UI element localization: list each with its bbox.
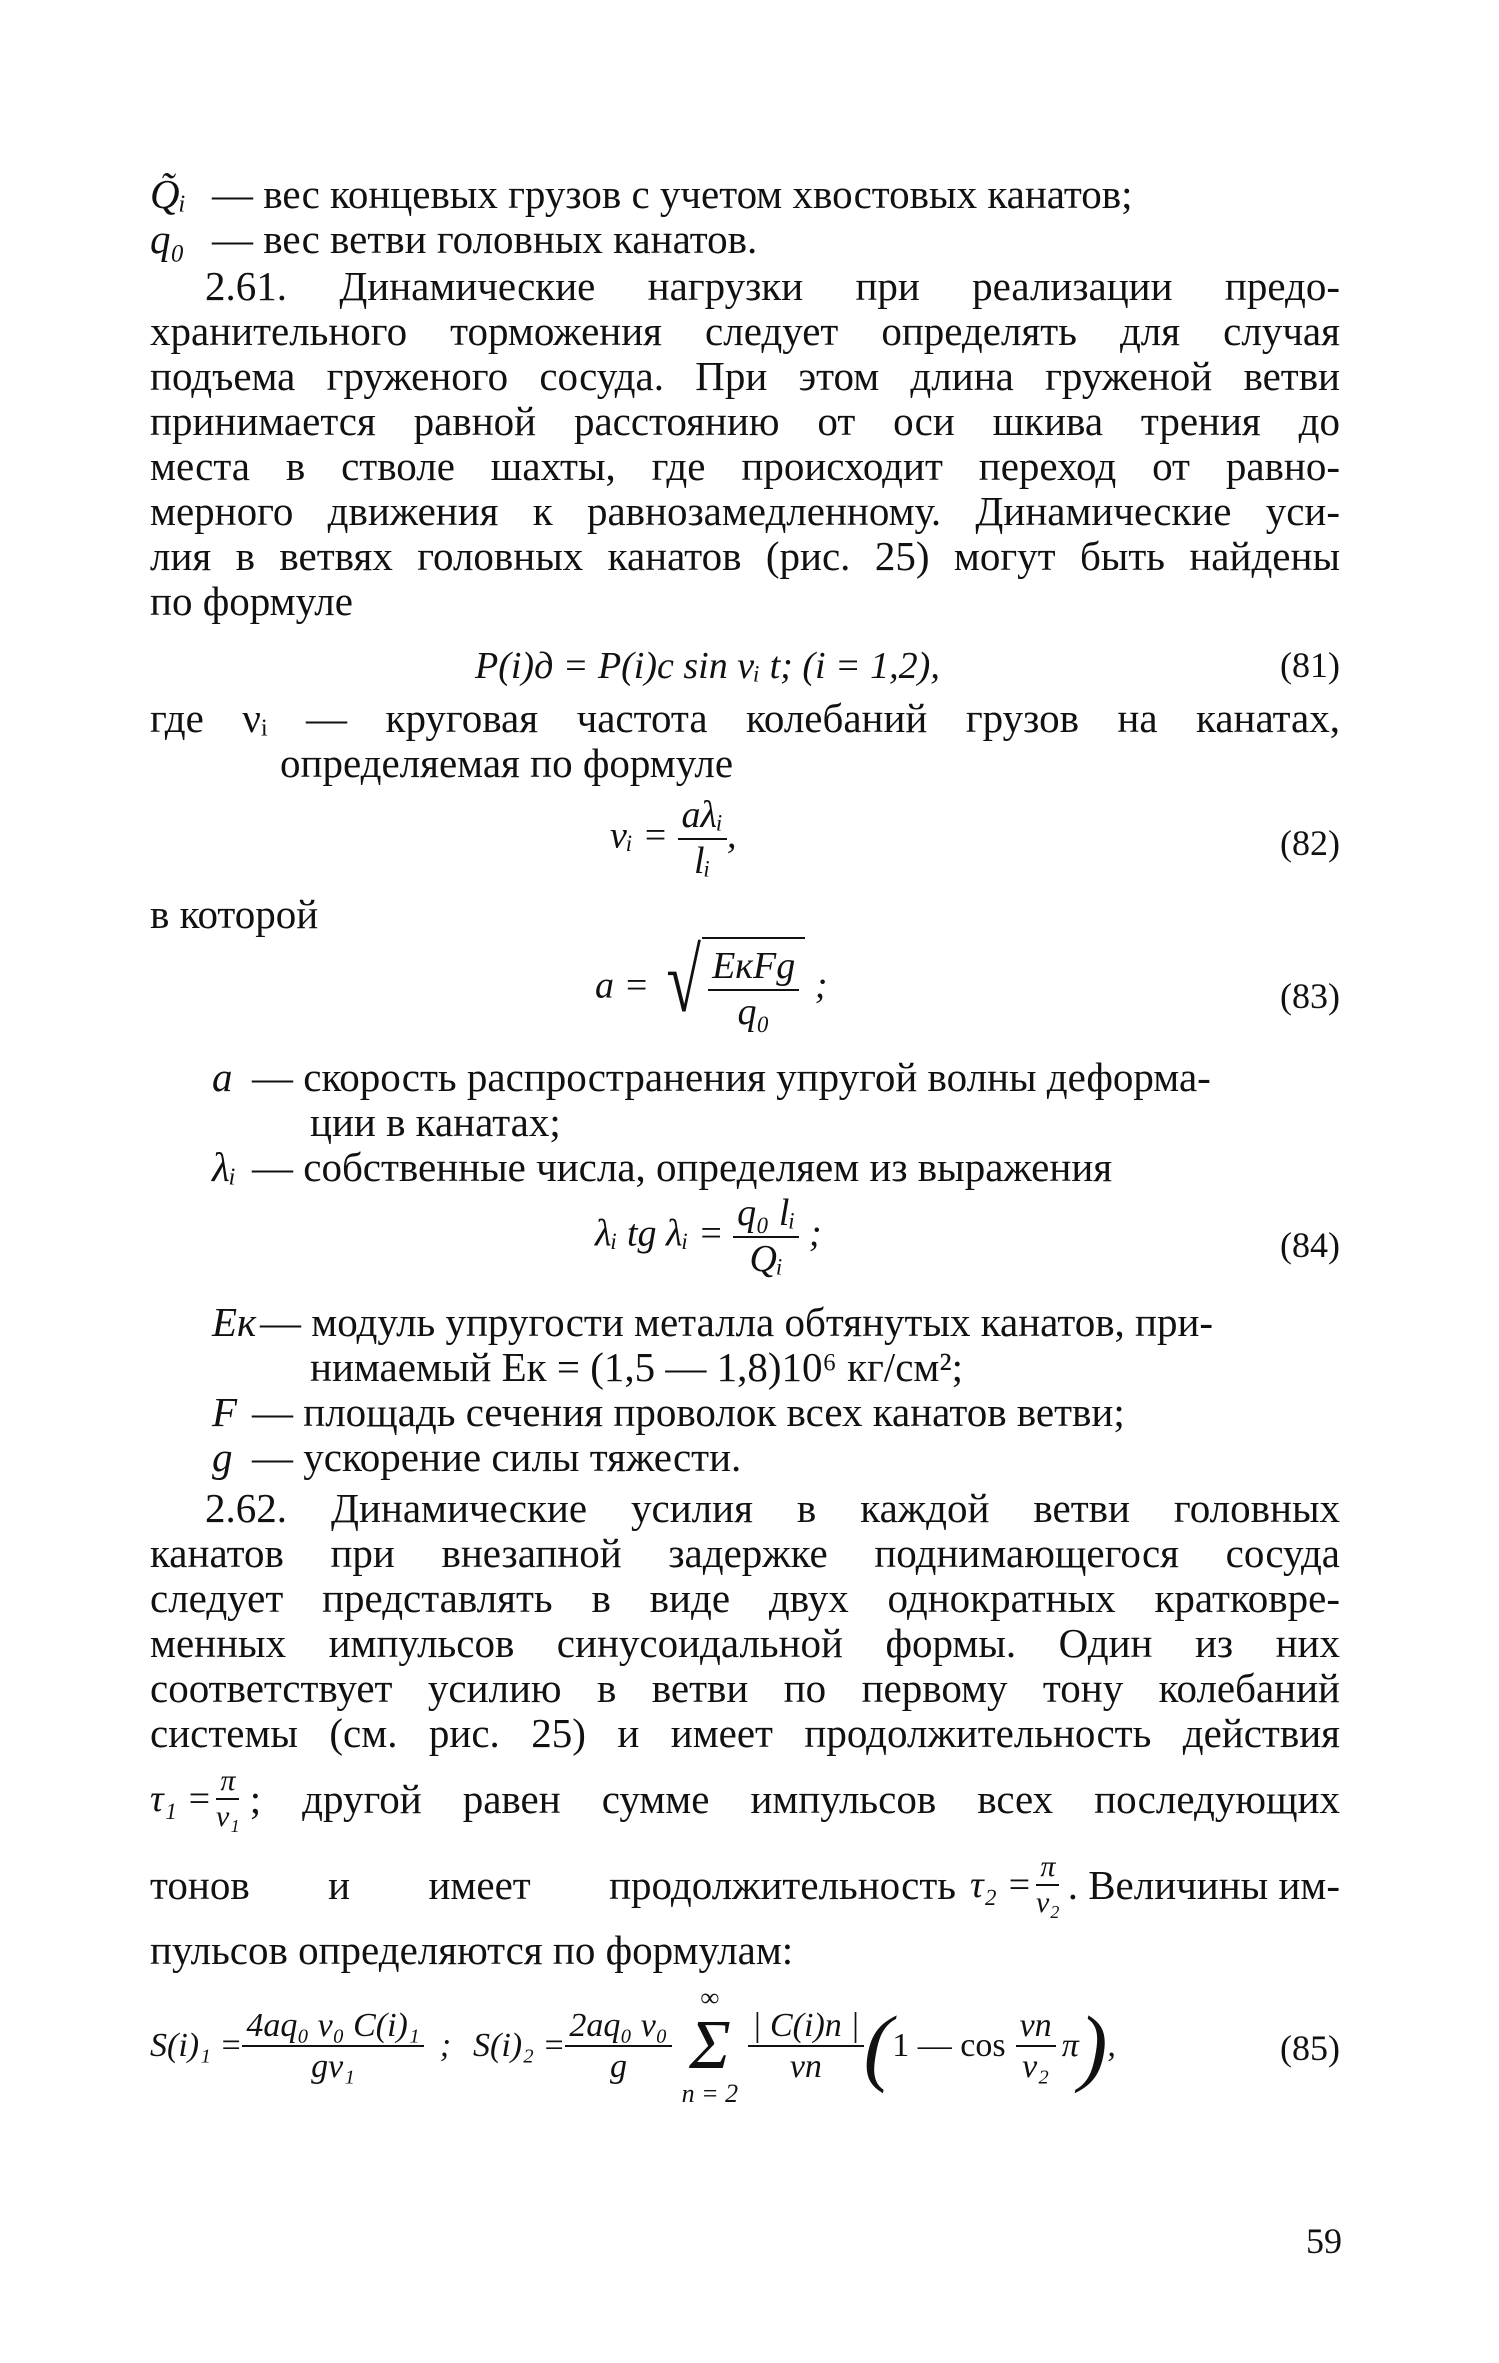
- numerator: EкFg: [708, 945, 799, 991]
- formula-84: [150, 1192, 1340, 1292]
- fraction: [748, 2006, 863, 2086]
- fraction: [1032, 1850, 1064, 1921]
- sum-upper-limit: ∞: [700, 1983, 720, 2012]
- paragraph-2-62: [150, 1486, 1340, 1973]
- formula-85: S(i)₁ = $\frac{\text{4aq₀ v₀ C(i)₁}}{\text{gν₁}}$ ; S(i)₂ = $\frac{\text{2aq₀ v₀}}{g}$ ∞ Σ n = 2 $\frac{| C(i)п |}{\nu п}$ ( 1 — cos $\frac{\nu п}{\text{ν₂}}$ π ) , (85): [150, 1983, 1340, 2108]
- paragraph-line: по формуле: [150, 578, 353, 624]
- square-root: [659, 932, 806, 1034]
- paragraph-line: канатов при внезапной задержке поднимающегося сосуда: [150, 1530, 1340, 1576]
- def-E: Eк — модуль упругости металла обтянутых канатов, при-: [212, 1299, 1214, 1345]
- numerator: 2aq₀ v₀: [565, 2006, 671, 2047]
- tau1-line: [150, 1756, 1340, 1842]
- numerator: | C(i)п |: [748, 2006, 863, 2047]
- formula-lhs: νᵢ =: [610, 814, 669, 857]
- def-text: — скорость распространения упругой волны деформа-: [252, 1054, 1211, 1100]
- formula-82: [150, 792, 1340, 892]
- fraction: [1016, 2006, 1056, 2086]
- fraction: [242, 2006, 423, 2086]
- radical-sign-icon: √: [666, 932, 701, 1031]
- denominator: q₀: [737, 990, 770, 1033]
- def-lambda: λᵢ — собственные числа, определяем из выражения: [212, 1144, 1113, 1190]
- def-a: a — скорость распространения упругой волны деформа-: [212, 1054, 1211, 1100]
- sum-lower-limit: n = 2: [681, 2079, 739, 2108]
- summation: [682, 1985, 739, 2107]
- numerator: νп: [1016, 2006, 1056, 2047]
- paragraph-line: следует представлять в виде двух однократных кратковре-: [150, 1575, 1340, 1621]
- numerator: q₀ lᵢ: [733, 1192, 799, 1238]
- def-Q: Q̃ᵢ — вес концевых грузов с учетом хвостовых канатов;: [150, 171, 1133, 217]
- paragraph-line: менных импульсов синусоидальной формы. Один из них: [150, 1620, 1340, 1666]
- def-text: — площадь сечения проволок всех канатов ветви;: [252, 1389, 1125, 1435]
- def-text: — вес ветви головных канатов.: [212, 216, 758, 262]
- formula-tail: ,: [727, 814, 737, 857]
- def-q0: q₀ — вес ветви головных канатов.: [150, 216, 758, 262]
- paragraph-line: подъема груженого сосуда. При этом длина груженой ветви: [150, 353, 1340, 399]
- paragraph-line: 2.61. Динамические нагрузки при реализации предо-: [205, 263, 1340, 309]
- s2-lhs: S(i)₂ =: [473, 2027, 566, 2064]
- formula-83: [150, 932, 1340, 1047]
- denominator: νп: [789, 2048, 822, 2085]
- cos-term: 1 — cos: [892, 2027, 1006, 2064]
- where-nu-line2: определяемая по формуле: [280, 740, 734, 786]
- numerator: 4aq₀ v₀ C(i)₁: [242, 2006, 423, 2047]
- s1-lhs: S(i)₁ =: [150, 2027, 243, 2064]
- tau1-rest: ; другой равен сумме импульсов всех последующих: [249, 1775, 1340, 1822]
- denominator: g: [609, 2048, 627, 2085]
- separator: ;: [439, 2027, 452, 2064]
- formula-81-body: P(i)д = P(i)с sin νᵢ t; (i = 1,2),: [475, 645, 940, 687]
- denominator: ν₂: [1022, 2048, 1050, 2085]
- formula-tail: ;: [814, 964, 828, 1007]
- denominator: ν₂: [1035, 1886, 1060, 1919]
- numerator: π: [1036, 1850, 1059, 1887]
- page-number: 59: [1306, 2221, 1342, 2261]
- fraction: [708, 945, 799, 1034]
- tau2-rest: . Величины им-: [1067, 1861, 1340, 1908]
- formula-81: [150, 636, 1340, 696]
- equation-number: (85): [1280, 2028, 1340, 2068]
- paragraph-line: мерного движения к равнозамедленному. Динамические уси-: [150, 488, 1340, 534]
- fraction: [733, 1192, 799, 1281]
- tau2-pre: тонов и имеет продолжительность: [150, 1861, 956, 1908]
- where-nu-line1: где νᵢ — круговая частота колебаний грузов на канатах,: [150, 695, 1340, 741]
- denominator: lᵢ: [693, 839, 711, 882]
- equation-number: (81): [1280, 645, 1340, 685]
- def-text: — модуль упругости металла обтянутых канатов, при-: [260, 1299, 1214, 1345]
- def-F: F — площадь сечения проволок всех канатов ветви;: [212, 1389, 1125, 1435]
- def-a-cont: ции в канатах;: [310, 1099, 561, 1145]
- denominator: gν₁: [311, 2048, 355, 2085]
- pi-symbol: π: [1061, 2027, 1079, 2064]
- paragraph-2-61: [150, 264, 1340, 624]
- page-body: [150, 150, 1340, 2111]
- fraction: [565, 2006, 671, 2086]
- formula-lhs: λᵢ tg λᵢ =: [595, 1212, 724, 1255]
- tau2-line: [150, 1842, 1340, 1928]
- paragraph-line: принимается равной расстоянию от оси шкива трения до: [150, 398, 1340, 444]
- equation-number: (84): [1280, 1225, 1340, 1265]
- paragraph-line: места в стволе шахты, где происходит переход от равно-: [150, 443, 1340, 489]
- in-which: в которой: [150, 891, 319, 937]
- def-g: g — ускорение силы тяжести.: [212, 1434, 742, 1480]
- paragraph-line: 2.62. Динамические усилия в каждой ветви головных: [205, 1485, 1340, 1531]
- denominator: Qᵢ: [749, 1237, 784, 1280]
- equation-number: (83): [1280, 976, 1340, 1016]
- denominator: ν₁: [215, 1800, 240, 1833]
- tau2-lhs: τ₂ =: [969, 1863, 1032, 1906]
- def-E-cont: нимаемый Eк = (1,5 — 1,8)10⁶ кг/см²;: [310, 1344, 964, 1390]
- tau1-lhs: τ₁ =: [150, 1777, 212, 1820]
- equation-number: (82): [1280, 823, 1340, 863]
- formula-tail: ;: [808, 1212, 822, 1255]
- paragraph-line: системы (см. рис. 25) и имеет продолжительность действия: [150, 1710, 1340, 1756]
- left-paren-icon: (: [863, 1998, 893, 2094]
- formula-lhs: a =: [595, 964, 650, 1007]
- paragraph-line: хранительного торможения следует определять для случая: [150, 308, 1340, 354]
- numerator: π: [216, 1764, 239, 1801]
- paragraph-line: соответствует усилию в ветви по первому тону колебаний: [150, 1665, 1340, 1711]
- def-text: — вес концевых грузов с учетом хвостовых канатов;: [212, 171, 1133, 217]
- fraction: [678, 794, 727, 883]
- def-text: — собственные числа, определяем из выражения: [252, 1144, 1113, 1190]
- paragraph-line: пульсов определяются по формулам:: [150, 1927, 794, 1973]
- def-text: — ускорение силы тяжести.: [252, 1434, 742, 1480]
- sigma-icon: Σ: [689, 2007, 731, 2084]
- fraction: [212, 1764, 244, 1835]
- paragraph-line: лия в ветвях головных канатов (рис. 25) могут быть найдены: [150, 533, 1340, 579]
- numerator: aλᵢ: [678, 794, 727, 840]
- right-paren-icon: ): [1078, 1998, 1108, 2094]
